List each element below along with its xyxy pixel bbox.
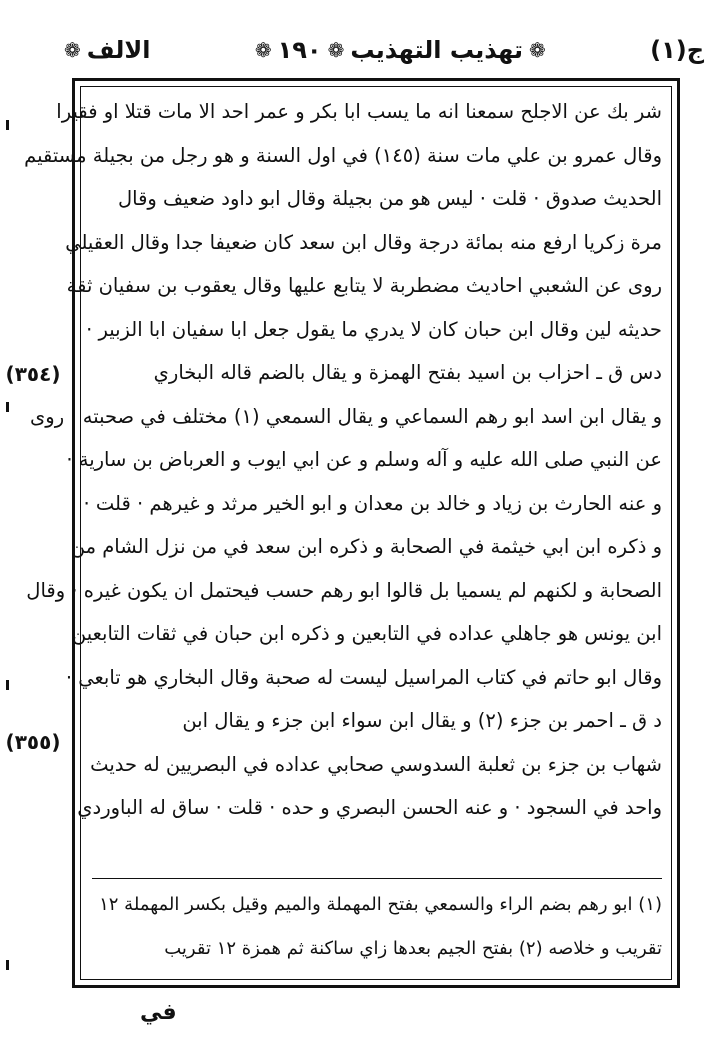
text-line: و يقال ابن اسد ابو رهم السماعي و يقال السمعي (١) مختلف في صحبته · روى xyxy=(30,404,662,428)
ornament-icon: ❁ xyxy=(528,38,546,62)
text-line: و ذكره ابن ابي خيثمة في الصحابة و ذكره ابن سعد في من نزل الشام من xyxy=(70,535,662,558)
text-line: الحديث صدوق · قلت · ليس هو من بجيلة وقال ابو داود ضعيف وقال xyxy=(118,187,662,210)
entry-number: (٣٥٥) xyxy=(5,730,61,754)
footnote-divider xyxy=(92,878,662,879)
ornament-icon: ❁ xyxy=(254,38,272,62)
ornament-icon: ❁ xyxy=(327,38,345,62)
catchword: في xyxy=(140,1000,177,1025)
header-section-wrap xyxy=(64,36,150,64)
volume-label: ج(١) xyxy=(650,36,704,64)
text-line: شهاب بن جزء بن ثعلبة السدوسي صحابي عداده في البصريين له حديث xyxy=(90,752,662,776)
text-line: الصحابة و لكنهم لم يسميا بل قالوا ابو رهم حسب فيحتمل ان يكون غيره · وقال xyxy=(26,578,662,602)
margin-mark xyxy=(6,960,9,970)
running-header xyxy=(64,28,704,72)
book-title: تهذيب التهذيب xyxy=(350,36,523,64)
text-line: مرة زكريا ارفع منه بمائة درجة وقال ابن سعد كان ضعيفا جدا وقال العقيلي xyxy=(65,230,662,254)
text-line: و عنه الحارث بن زياد و خالد بن معدان و ابو الخير مرثد و غيرهم · قلت · xyxy=(83,491,662,515)
text-line: ابن يونس هو جاهلي عداده في التابعين و ذكره ابن حبان في ثقات التابعين xyxy=(71,622,662,645)
text-line: واحد في السجود · و عنه الحسن البصري و حده · قلت · ساق له الباوردي xyxy=(77,796,662,819)
text-line: روى عن الشعبي احاديث مضطربة لا يتابع عليها وقال يعقوب بن سفيان ثقة xyxy=(66,274,662,297)
text-line: دس ق ـ احزاب بن اسيد بفتح الهمزة و يقال بالضم قاله البخاري xyxy=(153,361,662,384)
footnote-line: (١) ابو رهم بضم الراء والسمعي بفتح المهملة والميم وقيل بكسر المهملة ١٢ xyxy=(99,894,662,915)
footnote-line: تقريب و خلاصه (٢) بفتح الجيم بعدها زاي ساكنة ثم همزة ١٢ تقريب xyxy=(164,937,662,959)
footnotes xyxy=(92,884,662,971)
text-line: عن النبي صلى الله عليه و آله وسلم و عن ابي ايوب و العرباض بن سارية · xyxy=(66,448,662,471)
page-number: ١٩٠ xyxy=(277,36,322,64)
header-center xyxy=(255,36,546,64)
margin-mark xyxy=(6,402,9,412)
text-line: وقال عمرو بن علي مات سنة (١٤٥) في اول السنة و هو رجل من بجيلة مستقيم xyxy=(24,143,662,167)
margin-mark xyxy=(6,120,9,130)
text-line: د ق ـ احمر بن جزء (٢) و يقال ابن سواء ابن جزء و يقال ابن xyxy=(182,709,662,732)
entry-number: (٣٥٤) xyxy=(5,362,61,386)
text-line: وقال ابو حاتم في كتاب المراسيل ليست له صحبة وقال البخاري هو تابعي · xyxy=(65,665,662,689)
section-label: الالف xyxy=(86,36,151,64)
ornament-icon: ❁ xyxy=(64,38,81,62)
text-line: حديثه لين وقال ابن حبان كان لا يدري ما يقول جعل ابا سفيان ابا الزبير · xyxy=(86,317,662,341)
margin-mark xyxy=(6,680,9,690)
text-line: شر بك عن الاجلح سمعنا انه ما يسب ابا بكر و عمر احد الا مات قتلا او فقيرا xyxy=(56,100,662,123)
